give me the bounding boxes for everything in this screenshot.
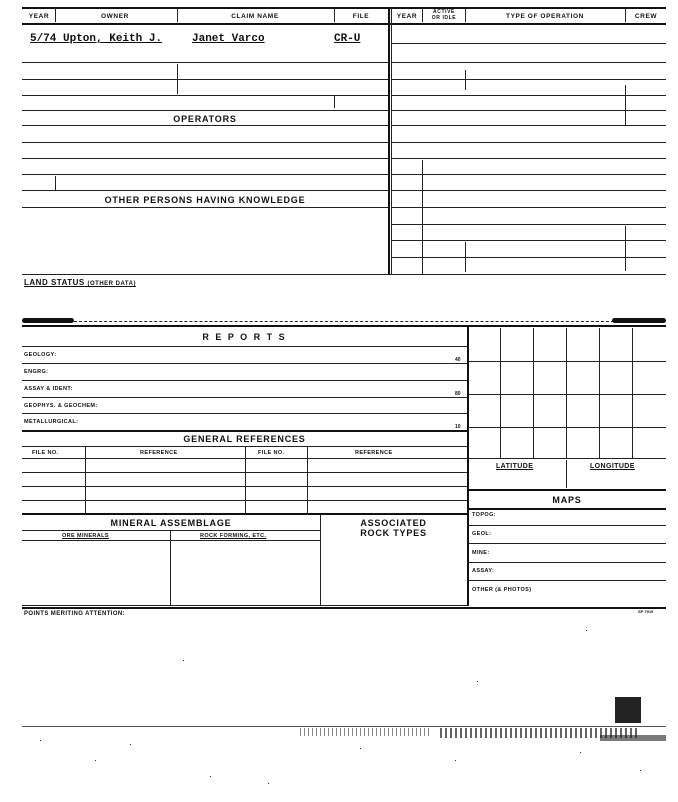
maps-assay: ASSAY:: [472, 568, 495, 574]
crew-header: CREW: [634, 13, 658, 20]
other-persons-title: OTHER PERSONS HAVING KNOWLEDGE: [104, 195, 306, 205]
rock-forming-header: ROCK FORMING, ETC.: [200, 533, 267, 539]
report-num-assay: 80: [455, 391, 461, 397]
report-num-metallurgical: 10: [455, 424, 461, 430]
report-label-assay: ASSAY & IDENT:: [24, 386, 73, 392]
year2-header: YEAR: [396, 13, 418, 20]
year-header: YEAR: [28, 13, 50, 20]
land-status-sublabel: (OTHER DATA): [87, 281, 136, 287]
maps-title: MAPS: [552, 495, 582, 505]
longitude-label: LONGITUDE: [590, 463, 635, 470]
claim-name-header: CLAIM NAME: [231, 13, 279, 20]
maps-topog: TOPOG:: [472, 512, 496, 518]
latitude-label: LATITUDE: [496, 463, 534, 470]
ore-minerals-header: ORE MINERALS: [62, 533, 109, 539]
associated-rock-types-line2: ROCK TYPES: [360, 528, 427, 538]
ref-header-file-no-2: FILE NO.: [258, 450, 285, 456]
scan-artifact-block: [615, 697, 641, 723]
entry-year-owner: 5/74 Upton, Keith J.: [30, 33, 163, 45]
ref-header-reference-2: REFERENCE: [355, 450, 393, 456]
report-label-geophys: GEOPHYS. & GEOCHEM:: [24, 403, 98, 409]
active-idle-header-line1: ACTIVE: [433, 9, 455, 15]
land-status-label: LAND STATUS: [24, 278, 85, 287]
operators-title: OPERATORS: [173, 114, 237, 124]
type-of-operation-header: TYPE OF OPERATION: [506, 13, 584, 20]
entry-file: CR-U: [334, 33, 361, 45]
points-meriting-attention: POINTS MERITING ATTENTION:: [24, 611, 126, 617]
owner-header: OWNER: [101, 13, 129, 20]
form-code: SP 7919: [638, 609, 654, 614]
associated-rock-types-line1: ASSOCIATED: [360, 518, 427, 528]
ref-header-file-no-1: FILE NO.: [32, 450, 59, 456]
entry-claim-name: Janet Varco: [192, 33, 265, 45]
file-header: FILE: [352, 13, 370, 20]
general-references-title: GENERAL REFERENCES: [183, 434, 306, 444]
report-num-geology: 40: [455, 357, 461, 363]
reports-title: R E P O R T S: [202, 332, 287, 342]
report-label-metallurgical: METALLURGICAL:: [24, 419, 79, 425]
report-label-engrg: ENGRG:: [24, 369, 49, 375]
mineral-assemblage-title: MINERAL ASSEMBLAGE: [110, 518, 232, 528]
ref-header-reference-1: REFERENCE: [140, 450, 178, 456]
report-label-geology: GEOLOGY:: [24, 352, 57, 358]
maps-geol: GEOL:: [472, 531, 492, 537]
active-idle-header-line2: OR IDLE: [431, 15, 457, 21]
maps-mine: MINE:: [472, 550, 490, 556]
maps-other: OTHER (& PHOTOS): [472, 587, 532, 593]
